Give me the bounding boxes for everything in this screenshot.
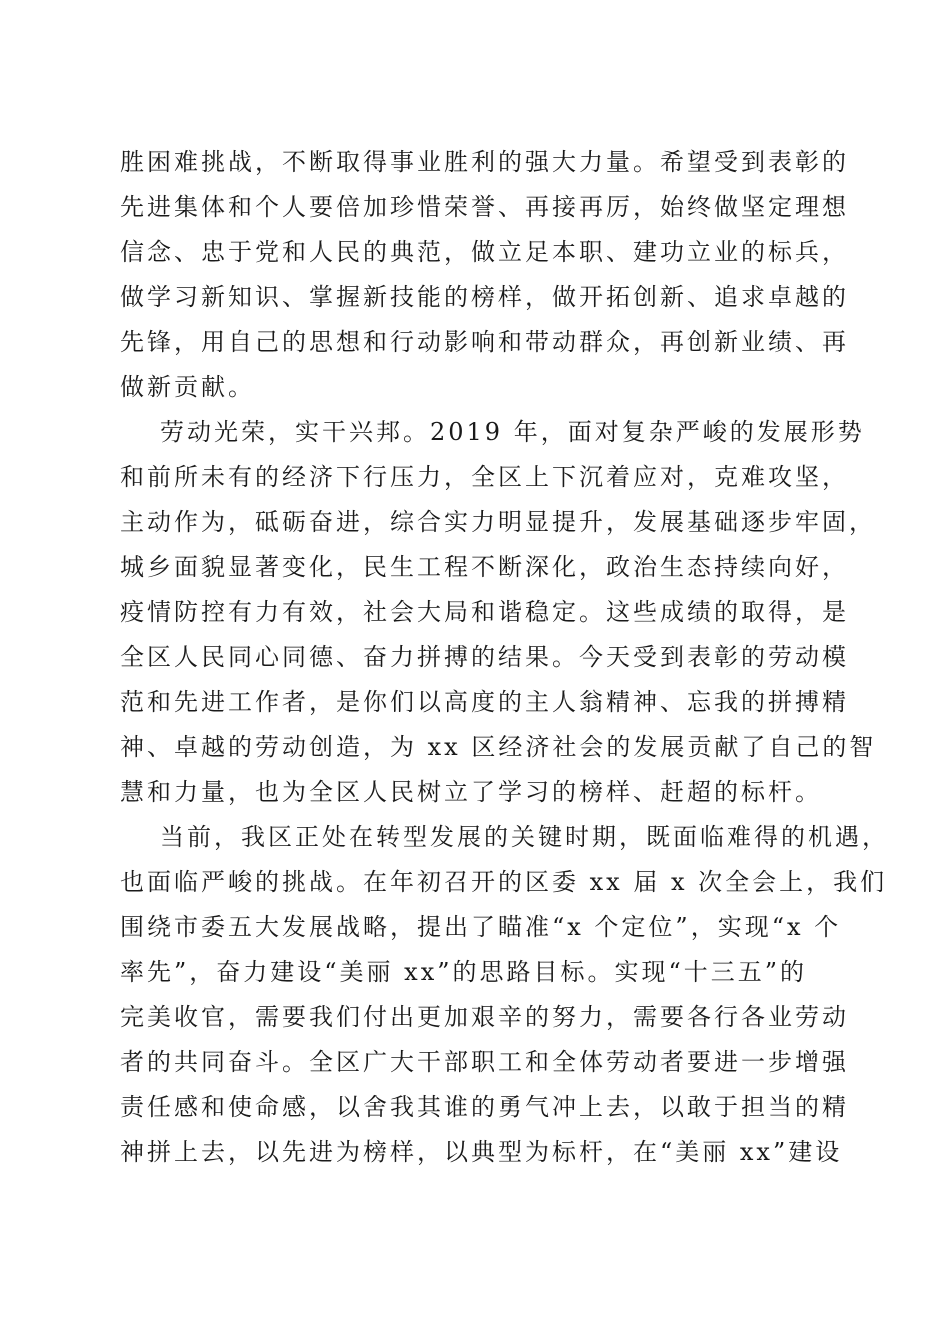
paragraph-2-line-8: 神、卓越的劳动创造，为 xx 区经济社会的发展贡献了自己的智 [120, 733, 877, 761]
paragraph-3-line-8: 神拼上去，以先进为榜样，以典型为标杆，在“美丽 xx”建设 [120, 1138, 843, 1166]
paragraph-1-line-3: 信念、忠于党和人民的典范，做立足本职、建功立业的标兵， [120, 238, 849, 266]
paragraph-3-line-3: 围绕市委五大发展战略，提出了瞄准“x 个定位”，实现“x 个 [120, 913, 842, 941]
paragraph-2-line-9: 慧和力量，也为全区人民树立了学习的榜样、赶超的标杆。 [120, 778, 822, 806]
paragraph-2-line-7: 范和先进工作者，是你们以高度的主人翁精神、忘我的拼搏精 [120, 688, 849, 716]
paragraph-3-line-6: 者的共同奋斗。全区广大干部职工和全体劳动者要进一步增强 [120, 1048, 849, 1076]
paragraph-1-line-1: 胜困难挑战，不断取得事业胜利的强大力量。希望受到表彰的 [120, 148, 849, 176]
paragraph-3-line-7: 责任感和使命感，以舍我其谁的勇气冲上去，以敢于担当的精 [120, 1093, 849, 1121]
paragraph-1-line-2: 先进集体和个人要倍加珍惜荣誉、再接再厉，始终做坚定理想 [120, 193, 849, 221]
paragraph-3-line-5: 完美收官，需要我们付出更加艰辛的努力，需要各行各业劳动 [120, 1003, 849, 1031]
paragraph-2-line-1: 劳动光荣，实干兴邦。2019 年，面对复杂严峻的发展形势 [160, 418, 865, 446]
paragraph-2-line-3: 主动作为，砥砺奋进，综合实力明显提升，发展基础逐步牢固， [120, 508, 876, 536]
paragraph-2-line-4: 城乡面貌显著变化，民生工程不断深化，政治生态持续向好， [120, 553, 849, 581]
paragraph-1-line-5: 先锋，用自己的思想和行动影响和带动群众，再创新业绩、再 [120, 328, 849, 356]
paragraph-2-line-2: 和前所未有的经济下行压力，全区上下沉着应对，克难攻坚， [120, 463, 849, 491]
paragraph-1-line-4: 做学习新知识、掌握新技能的榜样，做开拓创新、追求卓越的 [120, 283, 849, 311]
paragraph-2-line-5: 疫情防控有力有效，社会大局和谐稳定。这些成绩的取得，是 [120, 598, 849, 626]
paragraph-3-line-1: 当前，我区正处在转型发展的关键时期，既面临难得的机遇， [160, 823, 889, 851]
paragraph-3-line-4: 率先”，奋力建设“美丽 xx”的思路目标。实现“十三五”的 [120, 958, 808, 986]
paragraph-3-line-2: 也面临严峻的挑战。在年初召开的区委 xx 届 x 次全会上，我们 [120, 868, 888, 896]
paragraph-1-line-6: 做新贡献。 [120, 373, 255, 401]
paragraph-2-line-6: 全区人民同心同德、奋力拼搏的结果。今天受到表彰的劳动模 [120, 643, 849, 671]
